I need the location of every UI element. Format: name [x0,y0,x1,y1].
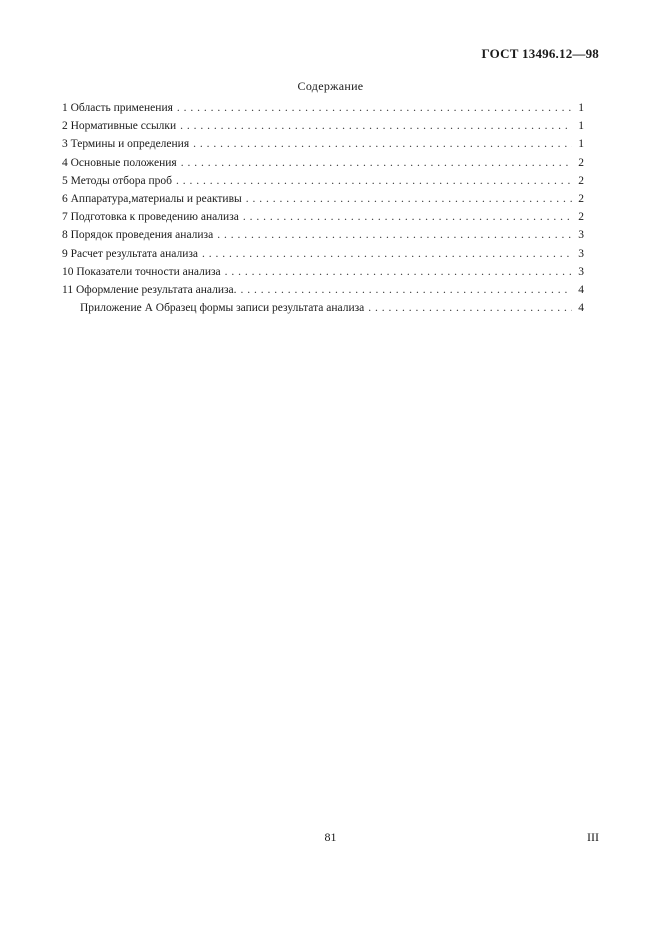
toc-entry-page: 2 [578,192,584,205]
toc-entry-title: Приложение А Образец формы записи результата анализа [80,302,365,315]
toc-entry[interactable] [62,157,584,175]
toc-entry-page: 2 [578,156,584,169]
toc-entry-title: 10 Показатели точности анализа [62,265,221,278]
toc-leader-dots [217,229,572,241]
toc-entry-page: 1 [578,120,584,133]
toc-entry-page: 4 [578,302,584,315]
toc-leader-dots [181,157,572,169]
toc-leader-dots [193,138,572,150]
toc-entry[interactable] [62,175,584,193]
toc-leader-dots [202,248,572,260]
toc-entry-title: 9 Расчет результата анализа [62,247,198,260]
toc-entry-page: 1 [578,102,584,114]
toc-entry-title: 4 Основные положения [62,156,177,169]
toc-entry-title: 3 Термины и определения [62,138,190,151]
toc-entry[interactable] [62,266,584,284]
toc-entry-title: 7 Подготовка к проведению анализа [62,211,239,224]
toc-entry[interactable] [62,193,584,211]
toc-entry-title: 11 Оформление результата анализа. [62,283,237,296]
table-of-contents [62,102,584,320]
toc-entry-title: 2 Нормативные ссылки [62,120,177,133]
toc-leader-dots [225,266,572,278]
toc-entry-page: 4 [578,283,584,296]
page-number: 81 [324,830,337,844]
toc-entry-title: 1 Область применения [62,102,173,114]
toc-entry-title: 8 Порядок проведения анализа [62,229,214,242]
toc-entry-page: 3 [578,229,584,242]
roman-page-number: III [587,830,599,844]
toc-entry[interactable] [62,284,584,302]
toc-leader-dots [177,102,572,114]
toc-leader-dots [176,175,572,187]
toc-leader-dots [246,193,572,205]
toc-entry[interactable] [62,211,584,229]
toc-entry-title: 5 Методы отбора проб [62,174,173,187]
toc-entry[interactable] [62,120,584,138]
toc-entry-page: 3 [578,265,584,278]
toc-entry-page: 1 [578,138,584,151]
toc-entry-title: 6 Аппаратура,материалы и реактивы [62,192,242,205]
toc-entry-appendix[interactable] [62,302,584,320]
document-code: ГОСТ 13496.12—98 [481,46,599,61]
toc-entry-page: 2 [578,174,584,187]
toc-entry-page: 3 [578,247,584,260]
toc-entry-page: 2 [578,211,584,224]
toc-entry[interactable] [62,229,584,247]
toc-leader-dots [368,302,572,314]
toc-heading: Содержание [297,79,364,93]
toc-leader-dots [243,211,572,223]
toc-leader-dots [241,284,572,296]
toc-leader-dots [180,120,572,132]
toc-entry[interactable] [62,102,584,120]
toc-entry[interactable] [62,138,584,156]
toc-entry[interactable] [62,248,584,266]
